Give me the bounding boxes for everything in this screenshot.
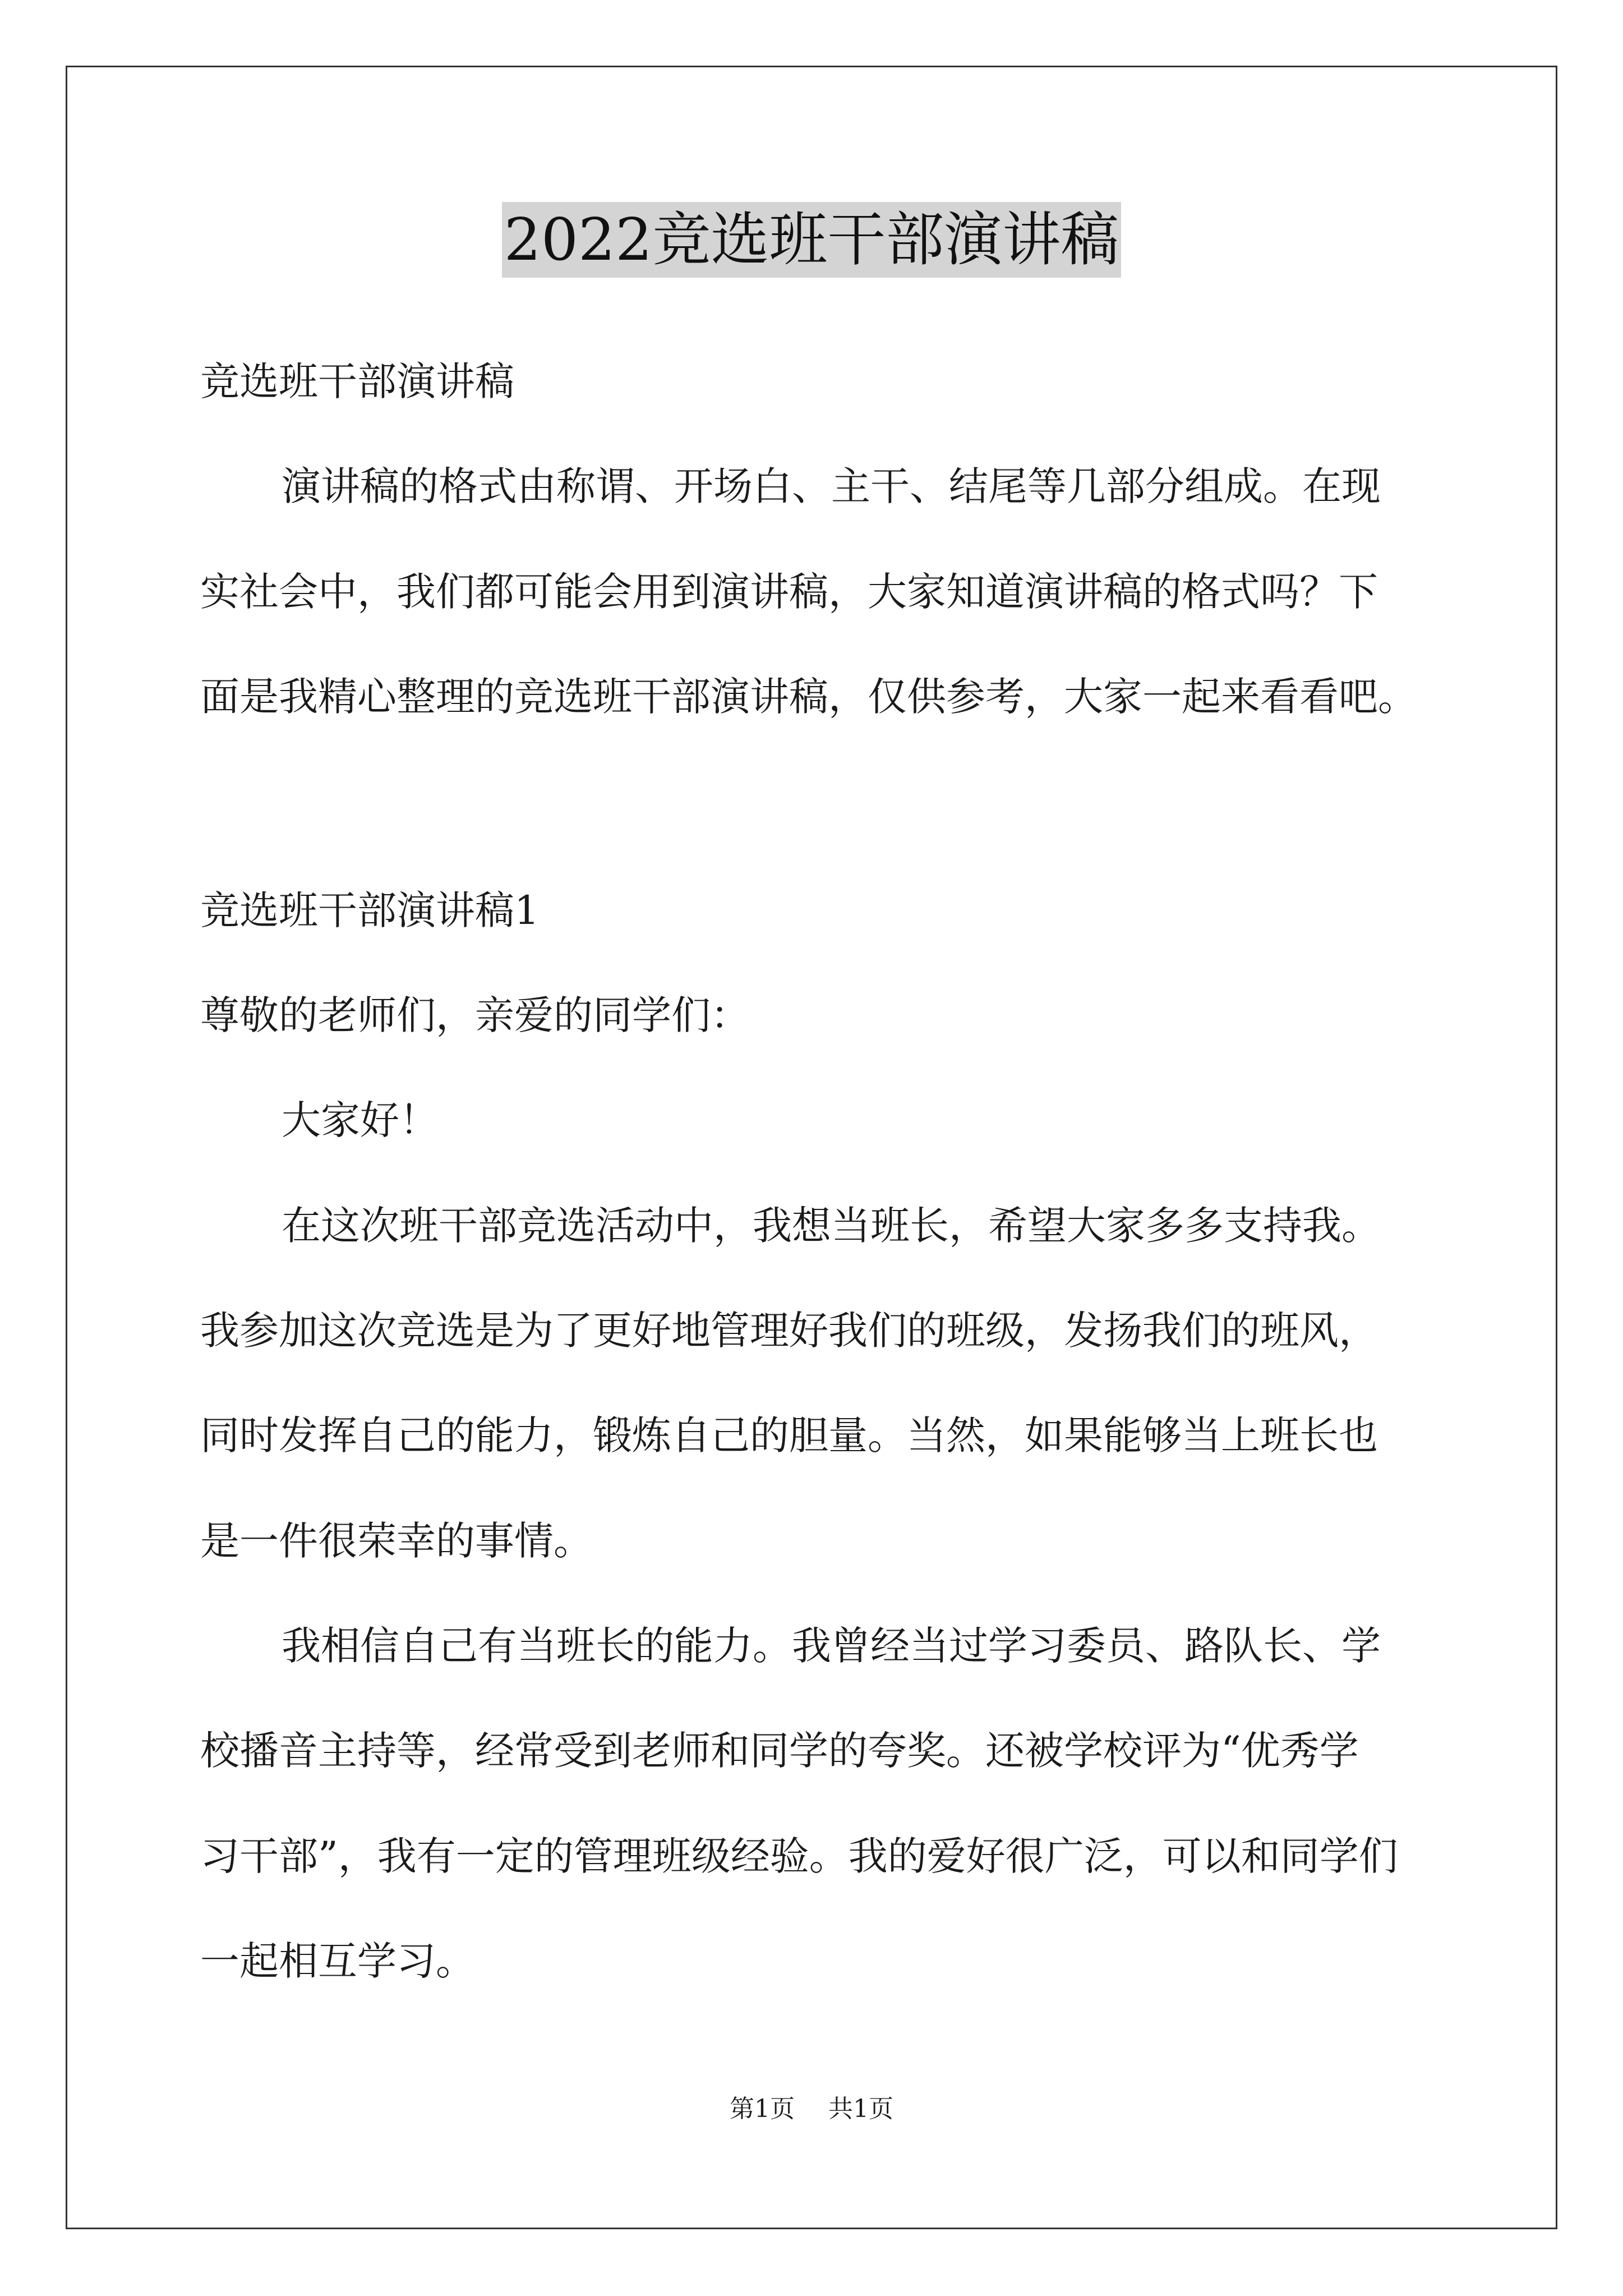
paragraph-line: 是一件很荣幸的事情。	[200, 1518, 593, 1564]
paragraph-line: 实社会中，我们都可能会用到演讲稿，大家知道演讲稿的格式吗？下	[200, 569, 1378, 615]
paragraph-line: 我参加这次竞选是为了更好地管理好我们的班级，发扬我们的班风，	[200, 1308, 1378, 1354]
paragraph-line: 一起相互学习。	[200, 1938, 475, 1984]
page-number-current: 第1页	[730, 2095, 795, 2123]
title-container	[0, 202, 1623, 278]
paragraph-line: 面是我精心整理的竞选班干部演讲稿，仅供参考，大家一起来看看吧。	[200, 674, 1417, 720]
paragraph-line: 习干部”，我有一定的管理班级经验。我的爱好很广泛，可以和同学们	[200, 1833, 1398, 1879]
subtitle-line: 竞选班干部演讲稿	[200, 358, 514, 404]
greeting-line: 尊敬的老师们，亲爱的同学们：	[200, 992, 750, 1038]
paragraph-line: 在这次班干部竞选活动中，我想当班长，希望大家多多支持我。	[282, 1203, 1381, 1249]
paragraph-line: 同时发挥自己的能力，锻炼自己的胆量。当然，如果能够当上班长也	[200, 1412, 1378, 1458]
paragraph-line: 校播音主持等，经常受到老师和同学的夸奖。还被学校评为“优秀学	[200, 1728, 1359, 1774]
paragraph-line: 大家好！	[282, 1097, 439, 1143]
section-heading: 竞选班干部演讲稿1	[200, 887, 540, 933]
document-title: 2022竞选班干部演讲稿	[502, 202, 1122, 278]
page-footer	[0, 2092, 1623, 2126]
paragraph-line: 我相信自己有当班长的能力。我曾经当过学习委员、路队长、学	[282, 1623, 1381, 1669]
page-number-total: 共1页	[828, 2095, 893, 2123]
paragraph-line: 演讲稿的格式由称谓、开场白、主干、结尾等几部分组成。在现	[282, 463, 1381, 509]
